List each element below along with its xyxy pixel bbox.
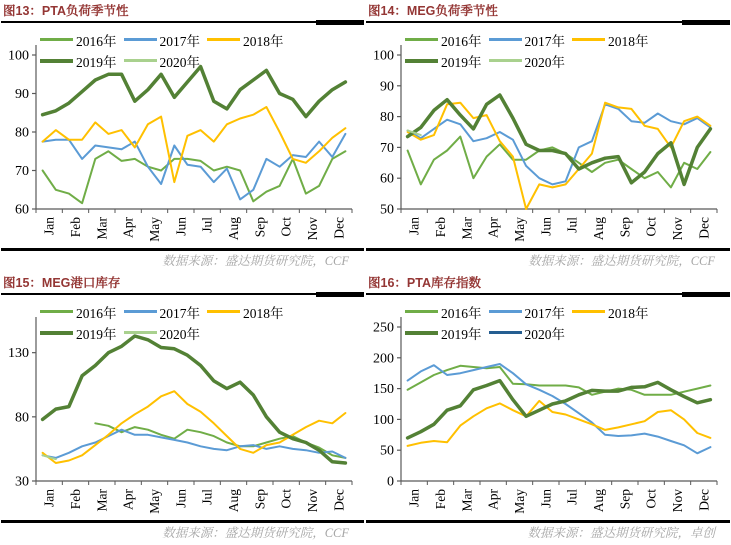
chart-panel-fig14	[365, 0, 731, 272]
month-label: Apr	[120, 489, 136, 510]
month-label: Sep	[617, 217, 633, 238]
title-rule	[366, 21, 730, 23]
month-label: May	[512, 489, 527, 514]
month-label: Oct	[643, 489, 659, 509]
month-label: Jul	[564, 217, 580, 233]
legend-item-2017年	[489, 302, 571, 322]
chart-panel-fig13	[0, 0, 365, 272]
month-label: May	[147, 217, 162, 242]
legend-label: 2017年	[159, 33, 200, 49]
month-label: Mar	[94, 489, 110, 512]
legend-item-2017年	[124, 302, 206, 322]
y-tick-label: 70	[15, 164, 29, 179]
month-label: Mar	[459, 217, 475, 240]
y-tick-label: 30	[15, 474, 29, 490]
month-label: Feb	[433, 217, 448, 238]
month-label: Jan	[406, 217, 422, 235]
month-label: Nov	[305, 489, 320, 513]
series-line-2016年	[408, 366, 711, 395]
y-tick-label: 100	[8, 48, 29, 64]
month-label: Jan	[41, 217, 57, 235]
legend-label: 2019年	[76, 54, 117, 70]
chart-title: 图13：PTA负荷季节性	[3, 4, 129, 18]
legend-item-2019年	[405, 51, 487, 71]
legend-label: 2017年	[524, 33, 565, 49]
chart-panel-fig15	[0, 272, 365, 545]
legend-item-2018年	[207, 30, 289, 50]
month-label: Dec	[696, 489, 712, 511]
legend-item-2018年	[572, 302, 654, 322]
legend-line-swatch	[489, 38, 522, 41]
series-line-2017年	[43, 134, 346, 200]
legend-label: 2020年	[159, 54, 200, 70]
y-tick-label: 100	[373, 48, 394, 64]
y-tick-label: 80	[15, 125, 29, 141]
month-label: Jun	[538, 489, 554, 508]
source-caption: 数据来源：盛达期货研究院，CCF	[162, 526, 349, 540]
legend-label: 2020年	[159, 326, 200, 342]
legend-line-swatch	[207, 38, 240, 41]
y-tick-label: 50	[380, 443, 394, 459]
month-label: Jul	[564, 489, 580, 505]
y-tick-label: 80	[380, 110, 394, 126]
month-label: Aug	[226, 489, 241, 513]
legend-label: 2016年	[441, 33, 482, 49]
y-tick-label: 130	[8, 346, 29, 362]
chart-title: 图15：MEG港口库存	[3, 276, 121, 290]
y-tick-label: 90	[15, 87, 29, 102]
month-label: Mar	[94, 217, 110, 240]
series-line-2019年	[43, 67, 346, 117]
legend-item-2016年	[40, 30, 122, 50]
month-label: Sep	[252, 217, 268, 238]
legend-line-swatch	[489, 59, 522, 62]
y-tick-label: 200	[373, 351, 394, 367]
source-caption: 数据来源：盛达期货研究院，卓创	[527, 526, 715, 540]
legend-item-2020年	[489, 323, 571, 343]
chart-legend	[405, 301, 656, 343]
series-line-2018年	[43, 107, 346, 182]
title-rule	[1, 21, 364, 23]
legend-item-2017年	[124, 30, 206, 50]
chart-legend	[40, 29, 291, 71]
chart-canvas-wrap	[0, 25, 360, 247]
y-tick-label: 60	[380, 171, 394, 187]
legend-item-2016年	[40, 302, 122, 322]
chart-canvas-wrap	[365, 25, 725, 247]
month-label: Nov	[670, 489, 685, 513]
legend-row	[40, 29, 291, 50]
legend-label: 2018年	[608, 305, 649, 321]
chart-title: 图16：PTA库存指数	[368, 276, 481, 290]
legend-item-2020年	[124, 51, 206, 71]
month-label: Jul	[199, 489, 215, 505]
legend-row	[405, 50, 656, 71]
month-label: Sep	[252, 489, 268, 510]
month-label: Sep	[617, 489, 633, 510]
legend-item-2020年	[489, 51, 571, 71]
legend-label: 2017年	[159, 305, 200, 321]
chart-title: 图14：MEG负荷季节性	[368, 4, 498, 18]
legend-line-swatch	[405, 310, 438, 313]
source-caption: 数据来源：盛达期货研究院，CCF	[162, 254, 349, 268]
month-label: Nov	[670, 217, 685, 241]
legend-item-2020年	[124, 323, 206, 343]
series-line-2016年	[408, 137, 711, 188]
legend-row	[405, 29, 656, 50]
legend-row	[40, 50, 291, 71]
legend-line-swatch	[40, 59, 73, 63]
legend-label: 2016年	[441, 305, 482, 321]
y-tick-label: 60	[15, 202, 29, 218]
legend-line-swatch	[40, 331, 73, 335]
month-label: Apr	[485, 217, 501, 238]
legend-line-swatch	[405, 331, 438, 335]
legend-line-swatch	[572, 38, 605, 41]
legend-item-2017年	[489, 30, 571, 50]
title-rule	[1, 293, 364, 295]
legend-item-2016年	[405, 30, 487, 50]
legend-label: 2018年	[243, 305, 284, 321]
y-tick-label: 70	[380, 140, 394, 156]
chart-panel-fig16	[365, 272, 731, 545]
legend-row	[405, 322, 656, 343]
month-label: Jan	[41, 489, 57, 507]
month-label: Feb	[68, 489, 83, 510]
y-tick-label: 80	[15, 410, 29, 426]
legend-item-2019年	[405, 323, 487, 343]
legend-label: 2020年	[524, 326, 565, 342]
legend-line-swatch	[40, 38, 73, 41]
legend-line-swatch	[124, 331, 157, 334]
legend-item-2016年	[405, 302, 487, 322]
legend-label: 2018年	[608, 33, 649, 49]
title-rule	[366, 293, 730, 295]
legend-row	[40, 301, 291, 322]
legend-label: 2020年	[524, 54, 565, 70]
legend-item-2019年	[40, 51, 122, 71]
legend-label: 2019年	[76, 326, 117, 342]
month-label: May	[147, 489, 162, 514]
month-label: Nov	[305, 217, 320, 241]
month-label: Jul	[199, 217, 215, 233]
chart-legend	[40, 301, 291, 343]
legend-item-2019年	[40, 323, 122, 343]
month-label: May	[512, 217, 527, 242]
y-tick-label: 90	[380, 79, 394, 95]
chart-canvas-wrap	[365, 297, 725, 519]
y-tick-label: 150	[373, 382, 394, 398]
series-line-2017年	[43, 430, 346, 458]
legend-line-swatch	[489, 331, 522, 334]
month-label: Apr	[120, 217, 136, 238]
legend-label: 2016年	[76, 305, 117, 321]
chart-canvas-wrap	[0, 297, 360, 519]
month-label: Apr	[485, 489, 501, 510]
legend-label: 2018年	[243, 33, 284, 49]
month-label: Jan	[406, 489, 422, 507]
legend-line-swatch	[405, 38, 438, 41]
month-label: Mar	[459, 489, 475, 512]
series-line-2016年	[43, 151, 346, 203]
month-label: Feb	[68, 217, 83, 238]
legend-line-swatch	[405, 59, 438, 63]
y-tick-label: 100	[373, 412, 394, 428]
legend-row	[40, 322, 291, 343]
month-label: Oct	[278, 217, 294, 237]
month-label: Jun	[173, 489, 189, 508]
legend-item-2018年	[207, 302, 289, 322]
legend-line-swatch	[40, 310, 73, 313]
legend-row	[405, 301, 656, 322]
month-label: Dec	[331, 217, 347, 239]
legend-line-swatch	[124, 310, 157, 313]
source-caption: 数据来源：盛达期货研究院，CCF	[528, 254, 715, 268]
y-tick-label: 250	[373, 320, 394, 336]
legend-line-swatch	[124, 38, 157, 41]
legend-line-swatch	[207, 310, 240, 313]
month-label: Oct	[643, 217, 659, 237]
month-label: Dec	[331, 489, 347, 511]
month-label: Aug	[591, 489, 606, 513]
series-line-2019年	[408, 381, 711, 438]
chart-legend	[405, 29, 656, 71]
legend-line-swatch	[489, 310, 522, 313]
month-label: Feb	[433, 489, 448, 510]
series-line-2018年	[43, 391, 346, 463]
legend-line-swatch	[572, 310, 605, 313]
legend-label: 2016年	[76, 33, 117, 49]
month-label: Aug	[591, 217, 606, 241]
legend-label: 2017年	[524, 305, 565, 321]
month-label: Aug	[226, 217, 241, 241]
month-label: Dec	[696, 217, 712, 239]
legend-label: 2019年	[441, 326, 482, 342]
month-label: Jun	[173, 217, 189, 236]
legend-line-swatch	[124, 59, 157, 62]
legend-item-2018年	[572, 30, 654, 50]
y-tick-label: 50	[380, 202, 394, 218]
legend-label: 2019年	[441, 54, 482, 70]
y-tick-label: 0	[387, 474, 394, 490]
month-label: Oct	[278, 489, 294, 509]
month-label: Jun	[538, 217, 554, 236]
